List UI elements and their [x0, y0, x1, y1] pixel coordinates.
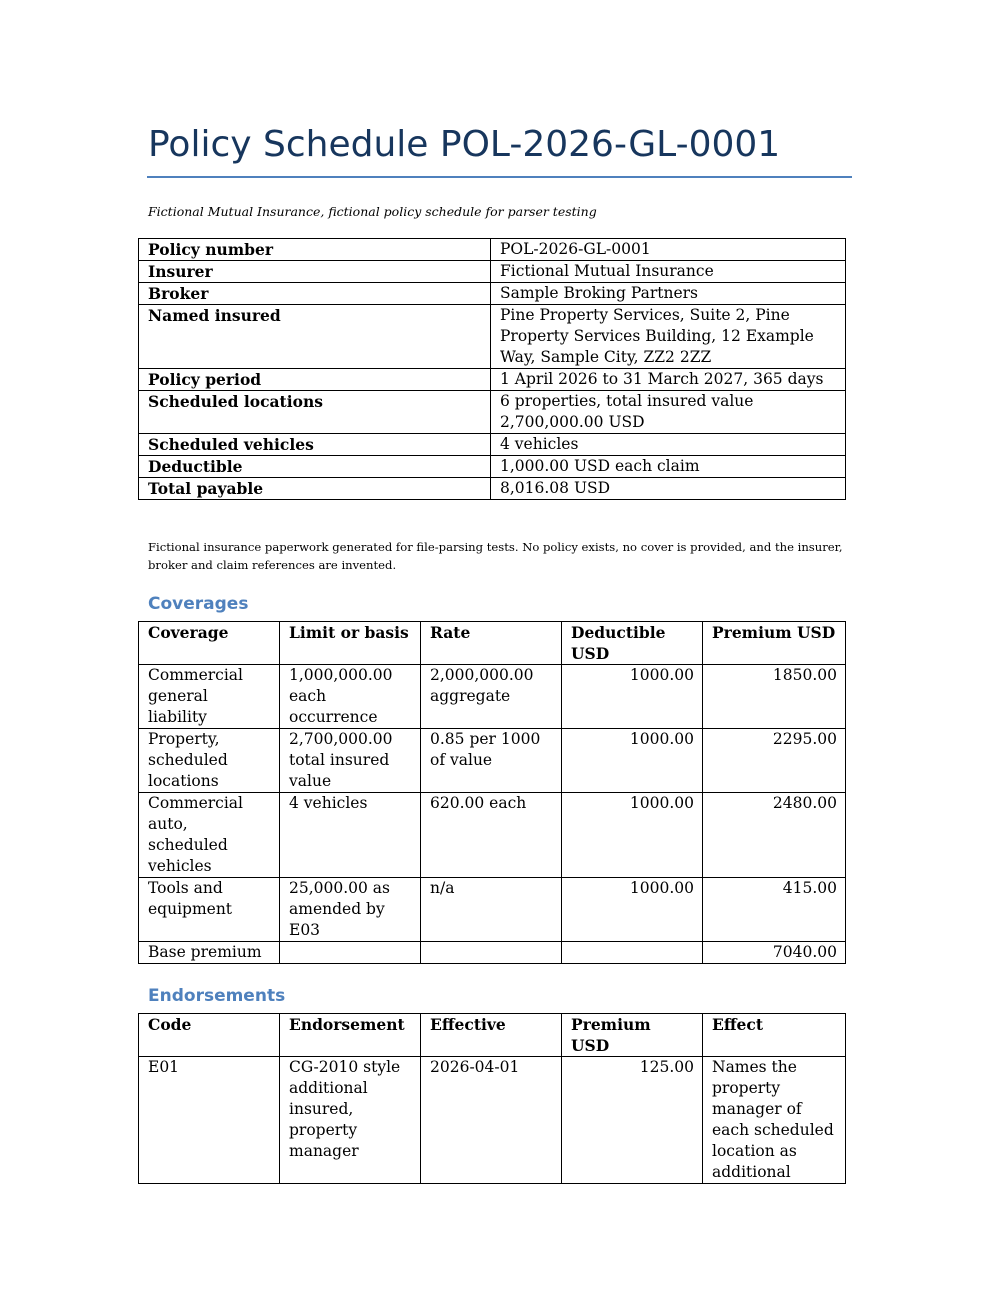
summary-row-broker: [139, 283, 846, 305]
base-premium-value: 7040.00: [703, 942, 846, 964]
rate-cell: 620.00 each: [421, 793, 562, 878]
premium-cell: 125.00: [562, 1057, 703, 1184]
limit-cell: 1,000,000.00 each occurrence: [280, 665, 421, 729]
summary-label: Deductible: [139, 456, 491, 478]
page-title: Policy Schedule POL-2026-GL-0001: [148, 124, 781, 165]
limit-cell: 4 vehicles: [280, 793, 421, 878]
coverage-cell: Property, scheduled locations: [139, 729, 280, 793]
effective-cell: 2026-04-01: [421, 1057, 562, 1184]
limit-cell: 2,700,000.00 total insured value: [280, 729, 421, 793]
summary-label: Scheduled vehicles: [139, 434, 491, 456]
empty-cell: [421, 942, 562, 964]
endorsements-table: [138, 1013, 846, 1184]
summary-row-total-payable: [139, 478, 846, 500]
summary-row-named-insured: [139, 305, 846, 369]
coverage-cell: Commercial general liability: [139, 665, 280, 729]
table-row: [139, 793, 846, 878]
summary-label: Scheduled locations: [139, 391, 491, 434]
limit-cell: 25,000.00 as amended by E03: [280, 878, 421, 942]
column-header-rate: Rate: [421, 622, 562, 665]
coverages-heading: Coverages: [148, 594, 249, 614]
coverages-header-row: [139, 622, 846, 665]
column-header-effect: Effect: [703, 1014, 846, 1057]
summary-value: POL-2026-GL-0001: [491, 239, 846, 261]
rate-cell: 0.85 per 1000 of value: [421, 729, 562, 793]
deductible-cell: 1000.00: [562, 665, 703, 729]
empty-cell: [562, 942, 703, 964]
coverages-table: [138, 621, 846, 964]
premium-cell: 415.00: [703, 878, 846, 942]
deductible-cell: 1000.00: [562, 878, 703, 942]
summary-row-scheduled-locations: [139, 391, 846, 434]
table-row: [139, 878, 846, 942]
summary-value: 6 properties, total insured value 2,700,000.00 USD: [491, 391, 846, 434]
table-row: [139, 1057, 846, 1184]
coverage-cell: Tools and equipment: [139, 878, 280, 942]
column-header-premium: Premium USD: [703, 622, 846, 665]
endorsements-heading: Endorsements: [148, 986, 286, 1006]
summary-row-scheduled-vehicles: [139, 434, 846, 456]
summary-value: Pine Property Services, Suite 2, Pine Property Services Building, 12 Example Way, Sample City, ZZ2 2ZZ: [491, 305, 846, 369]
summary-label: Total payable: [139, 478, 491, 500]
summary-label: Policy period: [139, 369, 491, 391]
coverage-cell: Commercial auto, scheduled vehicles: [139, 793, 280, 878]
premium-cell: 2295.00: [703, 729, 846, 793]
summary-label: Policy number: [139, 239, 491, 261]
column-header-deductible: Deductible USD: [562, 622, 703, 665]
summary-value: Fictional Mutual Insurance: [491, 261, 846, 283]
column-header-code: Code: [139, 1014, 280, 1057]
summary-label: Named insured: [139, 305, 491, 369]
summary-row-deductible: [139, 456, 846, 478]
summary-row-insurer: [139, 261, 846, 283]
table-row: [139, 729, 846, 793]
deductible-cell: 1000.00: [562, 793, 703, 878]
summary-value: 8,016.08 USD: [491, 478, 846, 500]
code-cell: E01: [139, 1057, 280, 1184]
base-premium-row: [139, 942, 846, 964]
title-divider: [147, 176, 852, 178]
endorsement-cell: CG-2010 style additional insured, property manager: [280, 1057, 421, 1184]
effect-cell: Names the property manager of each scheduled location as additional: [703, 1057, 846, 1184]
document-subtitle: Fictional Mutual Insurance, fictional policy schedule for parser testing: [148, 204, 597, 219]
summary-value: 1,000.00 USD each claim: [491, 456, 846, 478]
deductible-cell: 1000.00: [562, 729, 703, 793]
column-header-coverage: Coverage: [139, 622, 280, 665]
summary-row-policy-period: [139, 369, 846, 391]
column-header-premium: Premium USD: [562, 1014, 703, 1057]
summary-label: Broker: [139, 283, 491, 305]
premium-cell: 1850.00: [703, 665, 846, 729]
endorsements-header-row: [139, 1014, 846, 1057]
empty-cell: [280, 942, 421, 964]
summary-row-policy-number: [139, 239, 846, 261]
rate-cell: 2,000,000.00 aggregate: [421, 665, 562, 729]
summary-label: Insurer: [139, 261, 491, 283]
column-header-effective: Effective: [421, 1014, 562, 1057]
rate-cell: n/a: [421, 878, 562, 942]
column-header-limit: Limit or basis: [280, 622, 421, 665]
disclaimer-text: Fictional insurance paperwork generated for file-parsing tests. No policy exists, no cover is provided, and the insurer, broker and claim references are invented.: [148, 540, 843, 572]
table-row: [139, 665, 846, 729]
policy-summary-table: [138, 238, 846, 500]
summary-value: 4 vehicles: [491, 434, 846, 456]
summary-value: Sample Broking Partners: [491, 283, 846, 305]
base-premium-label: Base premium: [139, 942, 280, 964]
premium-cell: 2480.00: [703, 793, 846, 878]
summary-value: 1 April 2026 to 31 March 2027, 365 days: [491, 369, 846, 391]
column-header-endorsement: Endorsement: [280, 1014, 421, 1057]
